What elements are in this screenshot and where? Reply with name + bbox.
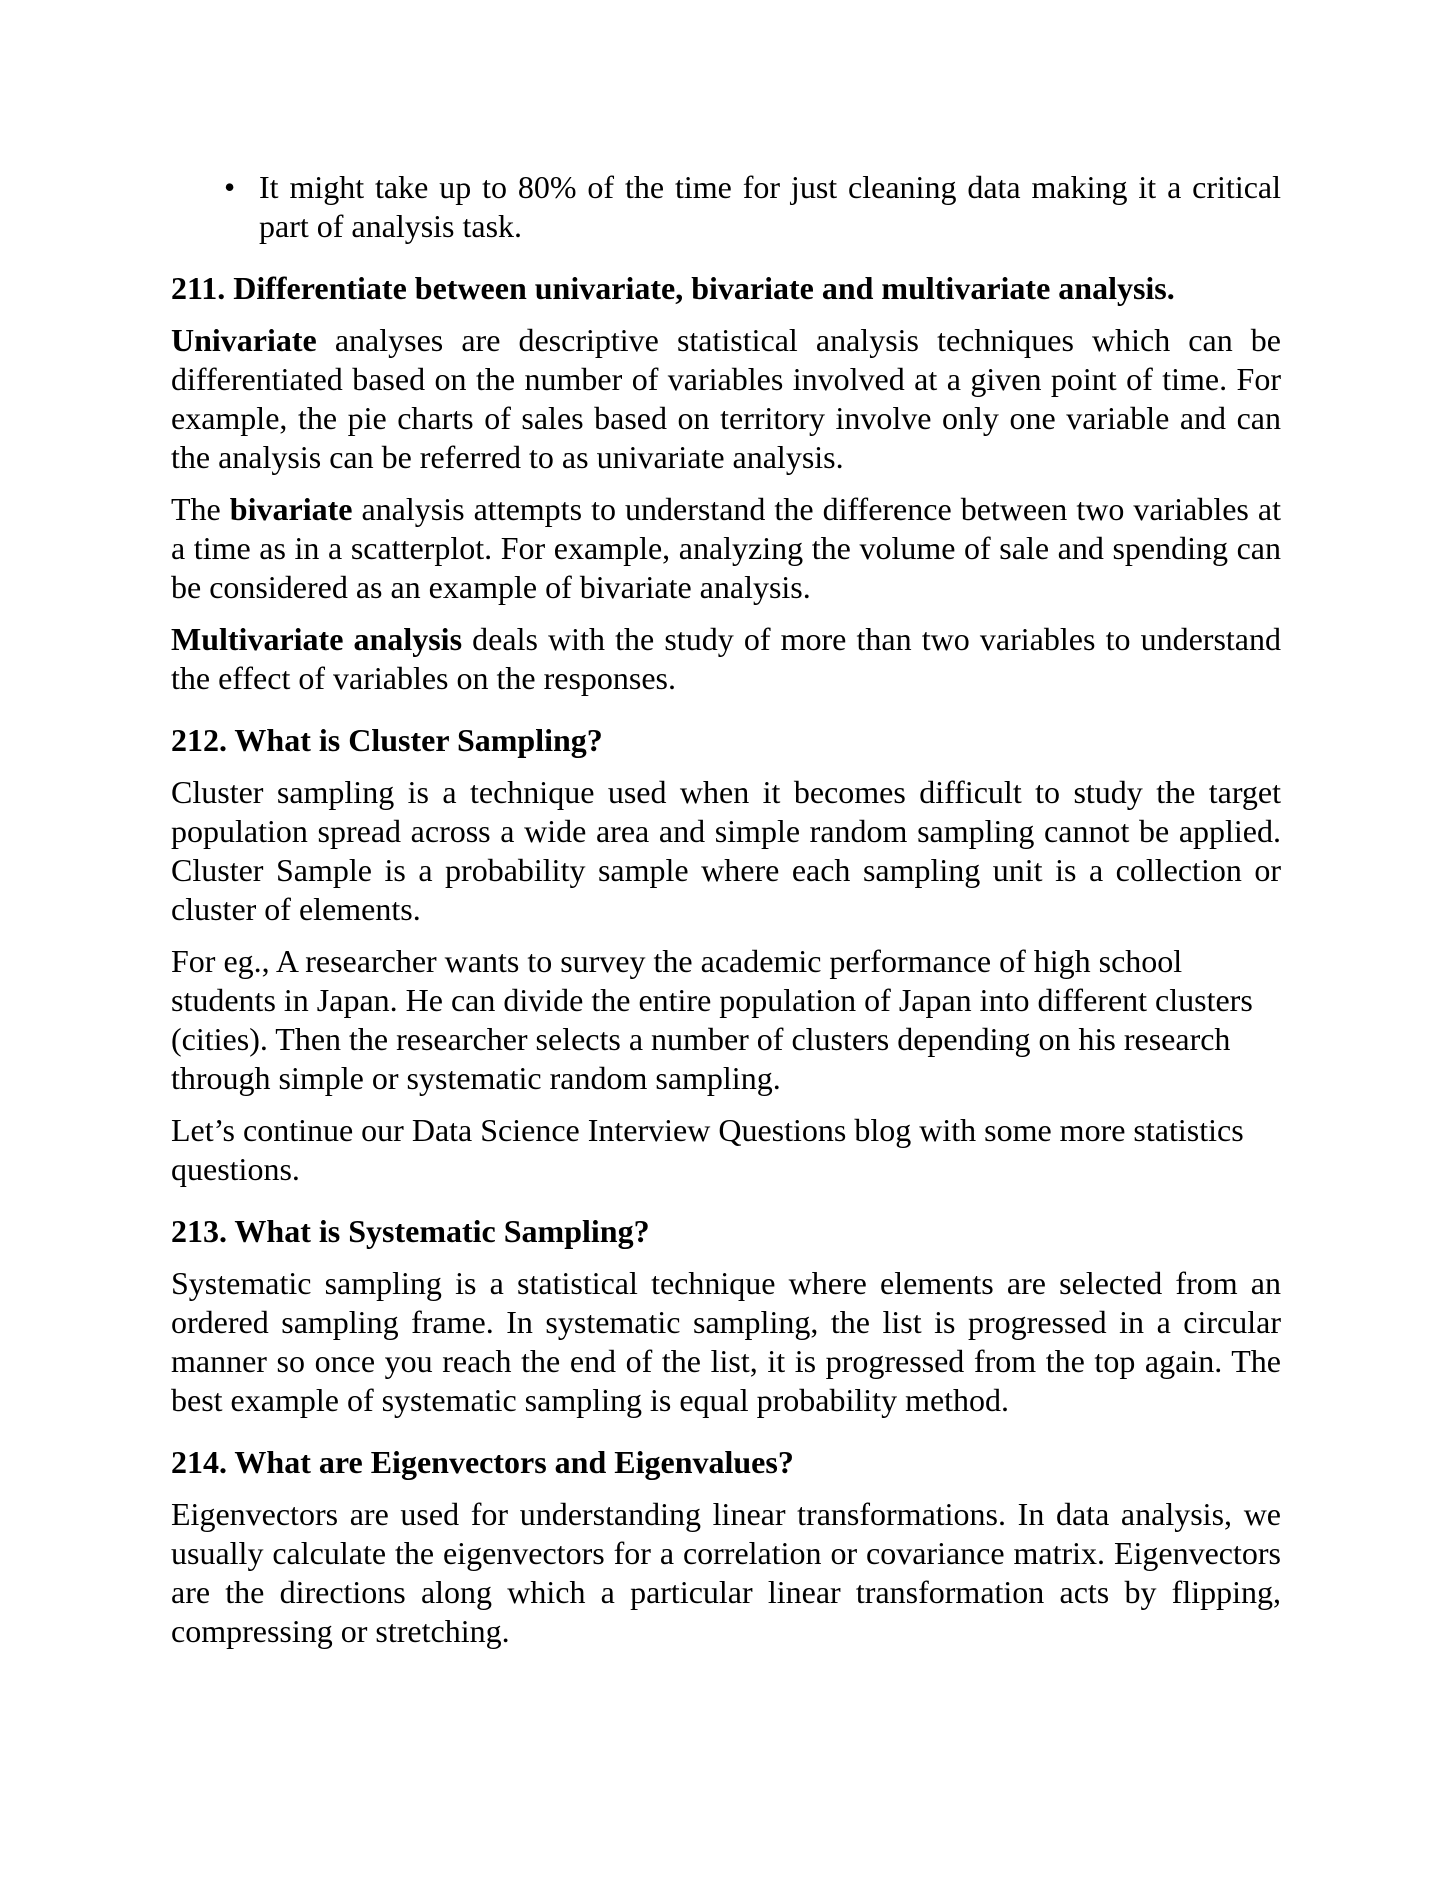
question-213-heading: 213. What is Systematic Sampling?	[171, 1213, 650, 1249]
question-214-heading: 214. What are Eigenvectors and Eigenvalues?	[171, 1444, 794, 1480]
bivariate-text: analysis attempts to understand the difference between two variables at a time as in a scatterplot. For example, analyzing the volume of sale and spending can be considered as an example of bivariate analysis.	[171, 491, 1282, 605]
bullet-text: It might take up to 80% of the time for just cleaning data making it a critical part of analysis task.	[259, 169, 1281, 244]
question-211-heading: 211. Differentiate between univariate, bivariate and multivariate analysis.	[171, 270, 1175, 306]
multivariate-paragraph	[171, 620, 1281, 698]
bullet-icon: •	[224, 169, 236, 205]
multivariate-term: Multivariate analysis	[171, 621, 463, 657]
cluster-example-paragraph: For eg., A researcher wants to survey the academic performance of high school students in Japan. He can divide the entire population of Japan into different clusters (cities). Then the researcher selects a number of clusters depending on his research through simple or systematic random sampling.	[171, 943, 1253, 1096]
eigenvectors-paragraph: Eigenvectors are used for understanding linear transformations. In data analysis, we usually calculate the eigenvectors for a correlation or covariance matrix. Eigenvectors are the directions along which a particular linear transformation acts by flipping, compressing or stretching.	[171, 1496, 1281, 1649]
univariate-term: Univariate	[171, 322, 317, 358]
bivariate-paragraph	[171, 490, 1281, 607]
systematic-sampling-paragraph: Systematic sampling is a statistical technique where elements are selected from an ordered sampling frame. In systematic sampling, the list is progressed in a circular manner so once you reach the end of the list, it is progressed from the top again. The best example of systematic sampling is equal probability method.	[171, 1265, 1281, 1418]
cluster-definition-paragraph: Cluster sampling is a technique used when it becomes difficult to study the target population spread across a wide area and simple random sampling cannot be applied. Cluster Sample is a probability sample where each sampling unit is a collection or cluster of elements.	[171, 774, 1281, 927]
univariate-text: analyses are descriptive statistical analysis techniques which can be differentiated based on the number of variables involved at a given point of time. For example, the pie charts of sales based on territory involve only one variable and can the analysis can be referred to as univariate analysis.	[171, 322, 1281, 475]
bivariate-term: bivariate	[229, 491, 353, 527]
document-page	[171, 168, 1281, 1651]
list-item	[171, 168, 1281, 246]
multivariate-text: deals with the study of more than two variables to understand the effect of variables on the responses.	[171, 621, 1282, 696]
question-212-heading: 212. What is Cluster Sampling?	[171, 722, 603, 758]
continue-paragraph: Let’s continue our Data Science Interview Questions blog with some more statistics questions.	[171, 1112, 1244, 1187]
bivariate-prefix: The	[171, 491, 230, 527]
bullet-list	[171, 168, 1281, 246]
univariate-paragraph	[171, 321, 1281, 477]
